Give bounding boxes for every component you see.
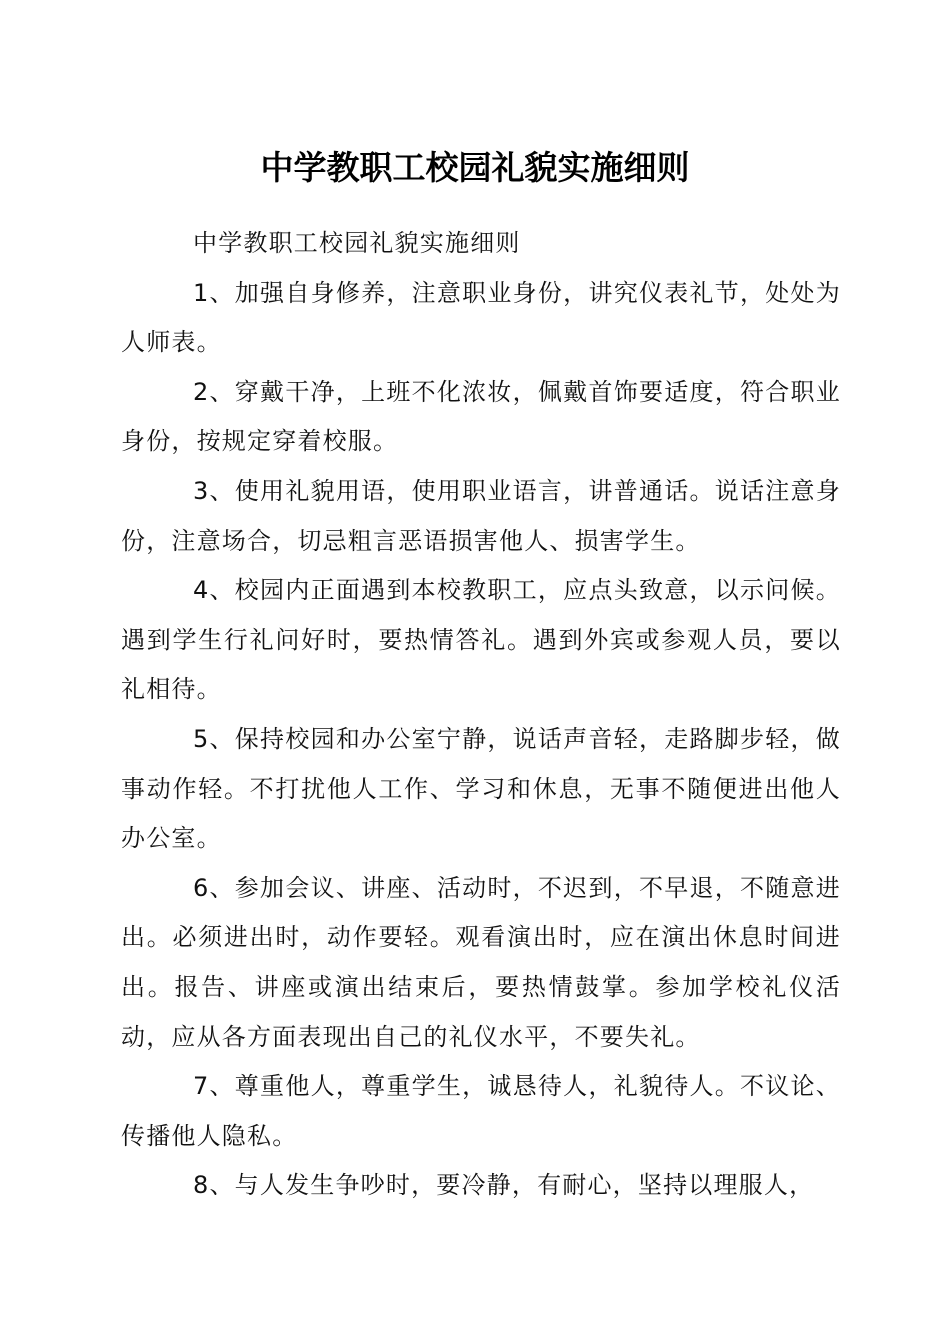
- paragraph-rule-1: 1、加强自身修养，注意职业身份，讲究仪表礼节，处处为人师表。: [121, 278, 841, 357]
- paragraph-rule-5: 5、保持校园和办公室宁静，说话声音轻，走路脚步轻，做事动作轻。不打扰他人工作、学习和休息，无事不随便进出他人办公室。: [121, 724, 841, 853]
- paragraph-rule-2: 2、穿戴干净，上班不化浓妆，佩戴首饰要适度，符合职业身份，按规定穿着校服。: [121, 377, 841, 456]
- paragraph-heading: 中学教职工校园礼貌实施细则: [193, 229, 521, 257]
- paragraph-rule-7: 7、尊重他人，尊重学生，诚恳待人，礼貌待人。不议论、传播他人隐私。: [121, 1072, 841, 1150]
- paragraph-rule-6: 6、参加会议、讲座、活动时，不迟到，不早退，不随意进出。必须进出时，动作要轻。观看演出时，应在演出休息时间进出。报告、讲座或演出结束后，要热情鼓掌。参加学校礼仪活动，应从各方面表现出自己的礼仪水平，不要失礼。: [121, 873, 841, 1051]
- paragraph-rule-8: 8、与人发生争吵时，要冷静，有耐心，坚持以理服人，: [193, 1171, 815, 1200]
- document-body: [121, 219, 841, 1211]
- paragraph-rule-4: 4、校园内正面遇到本校教职工，应点头致意，以示问候。遇到学生行礼问好时，要热情答礼。遇到外宾或参观人员，要以礼相待。: [121, 576, 841, 704]
- paragraph-rule-3: 3、使用礼貌用语，使用职业语言，讲普通话。说话注意身份，注意场合，切忌粗言恶语损害他人、损害学生。: [121, 476, 841, 555]
- document-title: 中学教职工校园礼貌实施细则: [260, 148, 690, 187]
